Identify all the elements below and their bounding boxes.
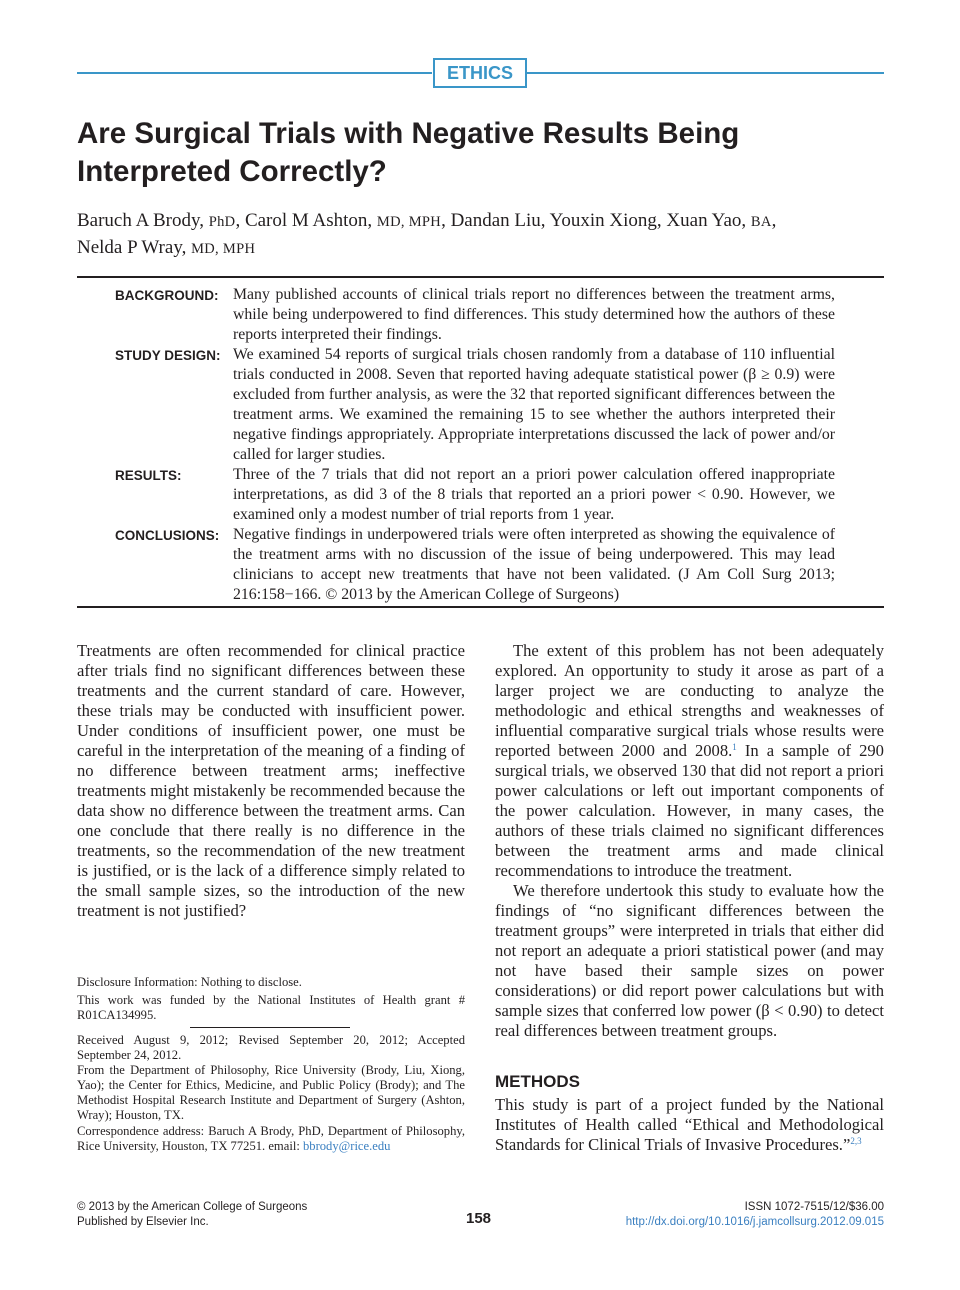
doi-link[interactable]: http://dx.doi.org/10.1016/j.jamcollsurg.2012.09.015: [625, 1216, 884, 1228]
disclosure-note: Disclosure Information: Nothing to disclose.: [77, 975, 302, 989]
email-link[interactable]: bbrody@rice.edu: [302, 1139, 391, 1153]
copyright-text: © 2013 by the American College of Surgeons: [77, 1201, 308, 1213]
body-paragraph: We therefore undertook this study to evaluate how the findings of “no significant differences between the treatment groups” were interpreted in trials that either did not report an adequate a priori statistical power (and may not have based their sample sizes on power considerations) or did report power calculations but with sample sizes that conferred low power (β < 0.90) to detect real differences between treatment groups.: [495, 881, 884, 1040]
section-rule-left: [77, 72, 432, 74]
author-degree: MD, MPH: [191, 241, 256, 257]
funding-note: This work was funded by the National Institutes of Health grant # R01CA134995.: [77, 993, 465, 1022]
section-rule-right: [527, 72, 884, 74]
author-degree: BA: [750, 214, 772, 230]
methods-paragraph: [495, 1095, 884, 1155]
received-note: Received August 9, 2012; Revised September 20, 2012; Accepted September 24, 2012.: [77, 1033, 465, 1062]
author-list: [77, 208, 877, 262]
abstract-background: [77, 285, 884, 345]
title-line-2: Interpreted Correctly?: [77, 155, 387, 188]
footer-left: [77, 1200, 307, 1230]
abstract-text: Three of the 7 trials that did not report an a priori power calculation offered inappropriate interpretations, as did 3 of the 8 trials that reported an a priori power < 0.90. However, we examined only a modest number of trial reports from 1 year.: [233, 466, 835, 523]
abstract-text: Many published accounts of clinical trials report no differences between the treatment arms, while being underpowered to find differences. This study determined how the authors of these reports interpreted their findings.: [233, 286, 835, 343]
abstract-label: STUDY DESIGN:: [115, 348, 221, 363]
abstract-text: Negative findings in underpowered trials were often interpreted as showing the equivalence of the treatment arms with no discussion of the issue of being underpowered. This may lead clinicians to accept new treatments that have not been validated. (J Am Coll Surg 2013; 216:158−166. © 2013 by the American College of Surgeons): [233, 526, 835, 603]
correspondence-text: Correspondence address: Baruch A Brody, PhD, Department of Philosophy, Rice University, Houston, TX 77251. email:: [77, 1124, 465, 1153]
body-column-left: [77, 641, 465, 921]
author-text: , Dandan Liu, Youxin Xiong, Xuan Yao,: [441, 210, 751, 231]
abstract-text: We examined 54 reports of surgical trials chosen randomly from a database of 110 influential trials conducted in 2008. Seven that reported having adequate statistical power (β ≥ 0.9) were excluded from further analysis, as were the 32 that reported significant differences between the treatment arms. We examined the remaining 15 to see whether the authors interpreted their negative findings appropriately. Appropriate interpretations discussed the lack of power and/or called for larger studies.: [233, 346, 835, 463]
paragraph-text: The extent of this problem has not been adequately explored. An opportunity to study it arose as part of a larger project we are conducting to analyze the methodologic and ethical strengths and weaknesses of influential comparative surgical trials whose results were reported between 2000 and 2008.: [495, 641, 884, 760]
paragraph-text: In a sample of 290 surgical trials, we observed 130 that did not report a priori power calculations or left out important components of the power calculation. However, in many cases, the authors of these trials claimed no significant differences between the treatment arms and made clinical recommendations to introduce the treatment.: [495, 741, 884, 880]
abstract-conclusions: [77, 525, 884, 605]
author-text: Baruch A Brody,: [77, 210, 209, 231]
affiliation-note: From the Department of Philosophy, Rice University (Brody, Liu, Xiong, Yao); the Center for Ethics, Medicine, and Public Policy (Brody); and The Methodist Hospital Research Institute and Department of Surgery (Ashton, Wray); Houston, TX.: [77, 1063, 465, 1122]
reference-link[interactable]: 2,3: [850, 1136, 862, 1146]
body-column-right: [495, 641, 884, 1041]
section-tag: ETHICS: [433, 58, 527, 88]
footer-right: [626, 1200, 884, 1230]
page-number: 158: [466, 1210, 492, 1227]
intro-paragraph: Treatments are often recommended for clinical practice after trials find no significant differences between these treatments and the current standard of care. However, these trials may be conducted with insufficient power. Under conditions of insufficient power, one must be careful in the interpretation of the meaning of a finding of no difference between treatment arms; ineffective treatments might mistakenly be recommended because the data show no difference between the treatment arms. Can one conclude that there really is no difference in the treatments, so the recommendation of the new treatment is justified, or is the lack of a difference simply related to the small sample sizes, so the introduction of the new treatment is not justified?: [77, 641, 465, 920]
abstract-rule-bottom: [77, 606, 884, 608]
abstract-rule-top: [77, 276, 884, 278]
footnote-divider: [190, 1027, 350, 1028]
author-text: ,: [771, 210, 777, 231]
author-text: Nelda P Wray,: [77, 237, 192, 258]
abstract-results: [77, 465, 884, 525]
abstract-label: RESULTS:: [115, 468, 182, 483]
issn-text: ISSN 1072-7515/12/$36.00: [744, 1201, 884, 1213]
author-degree: MD, MPH: [376, 214, 442, 230]
body-paragraph: [495, 641, 884, 881]
author-text: , Carol M Ashton,: [235, 210, 377, 231]
publisher-text: Published by Elsevier Inc.: [77, 1216, 209, 1228]
correspondence-note: [77, 1124, 465, 1154]
abstract: [77, 285, 884, 605]
abstract-label: CONCLUSIONS:: [115, 528, 220, 543]
abstract-study-design: [77, 345, 884, 465]
author-degree: PhD: [208, 214, 236, 230]
article-title: [77, 115, 877, 191]
abstract-label: BACKGROUND:: [115, 288, 219, 303]
reference-link[interactable]: 1: [732, 742, 737, 752]
methods-heading: METHODS: [495, 1072, 580, 1091]
title-line-1: Are Surgical Trials with Negative Results Being: [77, 117, 740, 150]
paragraph-text: This study is part of a project funded by the National Institutes of Health called “Ethical and Methodological Standards for Clinical Trials of Invasive Procedures.”: [495, 1095, 884, 1154]
